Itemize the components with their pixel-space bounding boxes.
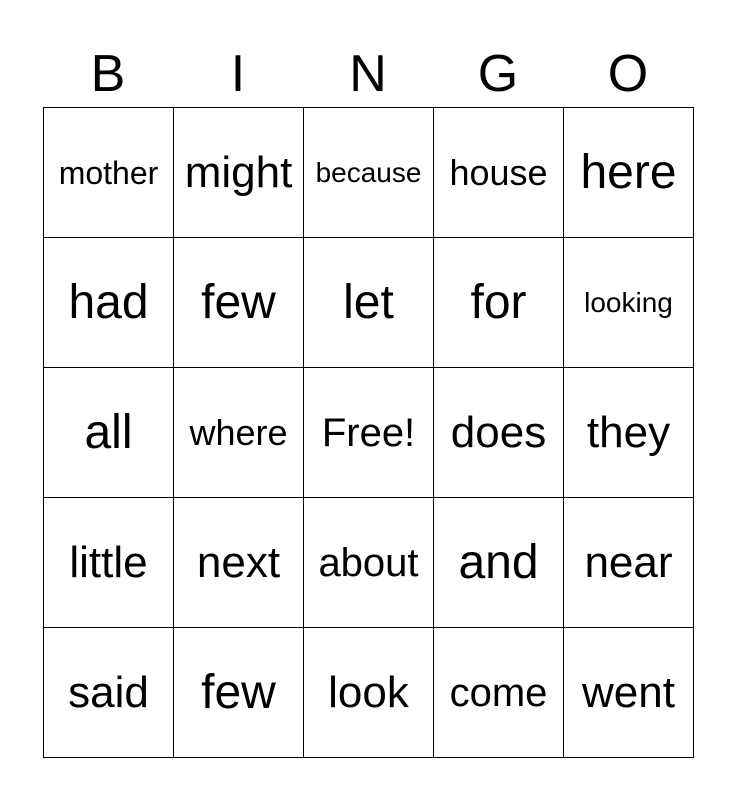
- bingo-cell[interactable]: [174, 498, 304, 628]
- bingo-board: [43, 107, 694, 758]
- cell-word: went: [582, 667, 675, 717]
- cell-word: because: [315, 156, 422, 188]
- header-letter-g: G: [477, 45, 519, 103]
- cell-word: said: [68, 667, 149, 717]
- bingo-cell[interactable]: [44, 498, 174, 628]
- cell-word: for: [470, 275, 527, 329]
- bingo-cell free-space[interactable]: [304, 368, 434, 498]
- bingo-cell[interactable]: [434, 628, 564, 758]
- cell-word: let: [343, 275, 394, 329]
- bingo-cell[interactable]: [44, 628, 174, 758]
- bingo-cell[interactable]: [434, 108, 564, 238]
- bingo-cell[interactable]: [44, 368, 174, 498]
- cell-word: might: [184, 147, 293, 197]
- header-letter-i: I: [230, 45, 246, 103]
- header-letter-n: N: [349, 45, 387, 103]
- cell-word: look: [328, 667, 409, 717]
- cell-word: mother: [58, 154, 159, 191]
- cell-word: does: [450, 407, 547, 457]
- cell-word: house: [449, 151, 548, 193]
- bingo-cell[interactable]: [174, 238, 304, 368]
- cell-word: come: [449, 670, 548, 715]
- bingo-cell[interactable]: [304, 628, 434, 758]
- cell-word: near: [584, 537, 673, 587]
- bingo-cell[interactable]: [434, 238, 564, 368]
- cell-word: next: [196, 537, 281, 587]
- bingo-cell[interactable]: [564, 498, 694, 628]
- cell-word: had: [68, 275, 149, 329]
- header-letter-o: O: [607, 45, 649, 103]
- bingo-cell[interactable]: [44, 108, 174, 238]
- bingo-cell[interactable]: [434, 498, 564, 628]
- free-space-label: Free!: [321, 410, 416, 455]
- bingo-cell[interactable]: [304, 238, 434, 368]
- bingo-cell[interactable]: [304, 498, 434, 628]
- cell-word: little: [69, 537, 148, 587]
- bingo-cell[interactable]: [304, 108, 434, 238]
- cell-word: few: [201, 275, 276, 329]
- cell-word: and: [458, 535, 539, 589]
- cell-word: looking: [584, 286, 673, 318]
- bingo-cell[interactable]: [174, 108, 304, 238]
- bingo-cell[interactable]: [44, 238, 174, 368]
- bingo-header: [43, 40, 693, 108]
- bingo-cell[interactable]: [434, 368, 564, 498]
- cell-word: about: [318, 540, 419, 585]
- cell-word: here: [580, 145, 677, 199]
- bingo-cell[interactable]: [564, 108, 694, 238]
- header-letter-b: B: [90, 45, 126, 103]
- cell-word: where: [189, 411, 288, 453]
- cell-word: few: [201, 665, 276, 719]
- cell-word: they: [586, 407, 671, 457]
- bingo-cell[interactable]: [564, 238, 694, 368]
- cell-word: all: [84, 405, 133, 459]
- bingo-cell[interactable]: [174, 368, 304, 498]
- bingo-cell[interactable]: [174, 628, 304, 758]
- bingo-cell[interactable]: [564, 368, 694, 498]
- bingo-cell[interactable]: [564, 628, 694, 758]
